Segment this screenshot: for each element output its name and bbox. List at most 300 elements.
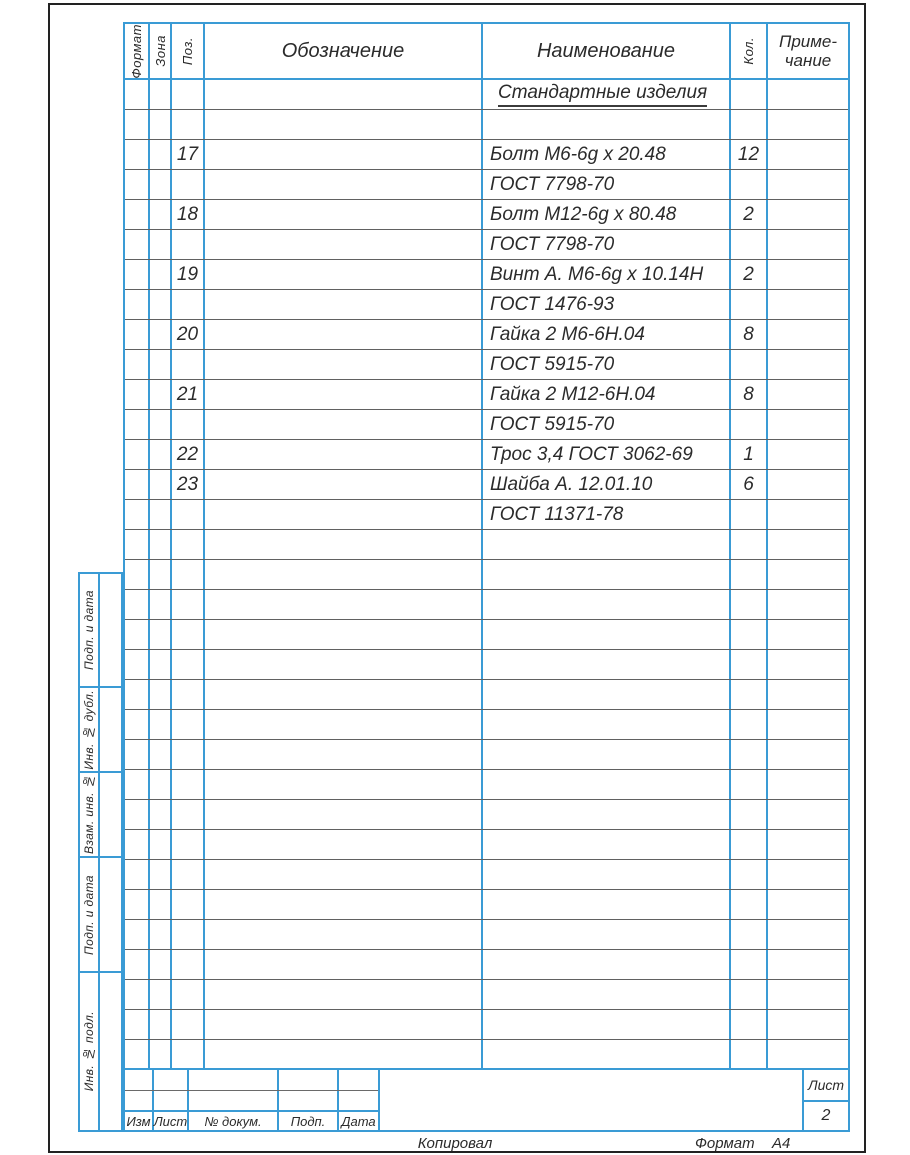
margin-blank-cell: [100, 688, 121, 771]
table-row: [125, 200, 848, 230]
cell-pos: [172, 500, 205, 529]
cell-desig: [205, 470, 483, 499]
cell-pos: [172, 800, 205, 829]
cell-qty: 8: [731, 320, 768, 349]
cell-name: [483, 590, 731, 619]
cell-fmt: [125, 530, 150, 559]
table-header-row: [125, 24, 848, 80]
cell-note: [768, 80, 848, 109]
cell-pos: [172, 1010, 205, 1039]
table-row: [125, 950, 848, 980]
table-row: [125, 410, 848, 440]
cell-desig: [205, 440, 483, 469]
cell-fmt: [125, 680, 150, 709]
cell-note: [768, 890, 848, 919]
cell-qty: [731, 530, 768, 559]
cell-name: [483, 740, 731, 769]
cell-pos: [172, 740, 205, 769]
cell-fmt: [125, 260, 150, 289]
cell-desig: [205, 770, 483, 799]
cell-zone: [150, 80, 172, 109]
cell-pos: [172, 890, 205, 919]
cell-qty: [731, 80, 768, 109]
table-row: [125, 350, 848, 380]
margin-label: Подп. и дата: [82, 590, 96, 670]
cell-note: [768, 620, 848, 649]
margin-box-inv-podl: [78, 971, 123, 1132]
margin-blank-cell: [100, 574, 121, 686]
cell-name: ГОСТ 11371-78: [483, 500, 731, 529]
header-quantity: [731, 24, 768, 78]
spec-table: [123, 22, 850, 1072]
cell-name: [483, 890, 731, 919]
cell-fmt: [125, 890, 150, 919]
cell-note: [768, 350, 848, 379]
title-block-gray-line: [125, 1090, 378, 1091]
cell-name: [483, 710, 731, 739]
cell-qty: [731, 740, 768, 769]
cell-zone: [150, 620, 172, 649]
cell-qty: [731, 560, 768, 589]
margin-box-label-cell: [80, 773, 100, 856]
cell-fmt: [125, 710, 150, 739]
margin-box-label-cell: [80, 574, 100, 686]
cell-qty: [731, 680, 768, 709]
table-body: [125, 80, 848, 1070]
cell-fmt: [125, 230, 150, 259]
table-row: [125, 80, 848, 110]
cell-zone: [150, 200, 172, 229]
cell-zone: [150, 770, 172, 799]
header-zone: [150, 24, 172, 78]
header-position-label: Поз.: [180, 36, 195, 66]
cell-zone: [150, 170, 172, 199]
table-row: [125, 800, 848, 830]
cell-note: [768, 170, 848, 199]
table-row: [125, 1040, 848, 1070]
table-row: [125, 770, 848, 800]
cell-fmt: [125, 560, 150, 589]
cell-fmt: [125, 200, 150, 229]
cell-fmt: [125, 860, 150, 889]
cell-desig: [205, 110, 483, 139]
cell-pos: 21: [172, 380, 205, 409]
cell-note: [768, 440, 848, 469]
cell-pos: [172, 980, 205, 1009]
cell-name: ГОСТ 7798-70: [483, 170, 731, 199]
cell-qty: [731, 1010, 768, 1039]
table-row: [125, 740, 848, 770]
cell-fmt: [125, 410, 150, 439]
cell-desig: [205, 800, 483, 829]
cell-qty: 2: [731, 200, 768, 229]
header-designation: [205, 24, 483, 78]
title-block: [123, 1068, 850, 1132]
table-row: [125, 230, 848, 260]
cell-desig: [205, 650, 483, 679]
cell-desig: [205, 560, 483, 589]
cell-name: [483, 770, 731, 799]
cell-pos: [172, 830, 205, 859]
cell-desig: [205, 710, 483, 739]
cell-note: [768, 920, 848, 949]
header-note-line2: чание: [784, 51, 832, 70]
cell-zone: [150, 740, 172, 769]
label-sign: Подп.: [290, 1113, 326, 1129]
cell-desig: [205, 260, 483, 289]
cell-qty: 1: [731, 440, 768, 469]
cell-desig: [205, 230, 483, 259]
table-row: [125, 500, 848, 530]
cell-qty: [731, 830, 768, 859]
margin-blank-cell: [100, 773, 121, 856]
cell-qty: [731, 770, 768, 799]
cell-zone: [150, 320, 172, 349]
cell-note: [768, 260, 848, 289]
cell-pos: [172, 710, 205, 739]
cell-note: [768, 500, 848, 529]
margin-box-podp-data-1: [78, 572, 123, 688]
cell-note: [768, 1010, 848, 1039]
header-name-label: Наименование: [536, 39, 676, 62]
cell-pos: [172, 530, 205, 559]
cell-pos: [172, 860, 205, 889]
cell-note: [768, 740, 848, 769]
cell-note: [768, 200, 848, 229]
cell-pos: [172, 1040, 205, 1070]
footer-copied: Копировал: [417, 1135, 493, 1152]
cell-pos: [172, 950, 205, 979]
cell-zone: [150, 350, 172, 379]
cell-name: [483, 1010, 731, 1039]
cell-qty: [731, 800, 768, 829]
cell-pos: 18: [172, 200, 205, 229]
cell-zone: [150, 890, 172, 919]
cell-desig: [205, 500, 483, 529]
cell-fmt: [125, 590, 150, 619]
cell-desig: [205, 1040, 483, 1070]
cell-qty: 12: [731, 140, 768, 169]
cell-name: [483, 950, 731, 979]
label-date: Дата: [341, 1113, 376, 1129]
margin-label: Взам. инв. №: [82, 774, 96, 855]
cell-fmt: [125, 500, 150, 529]
cell-pos: [172, 230, 205, 259]
cell-note: [768, 560, 848, 589]
cell-zone: [150, 1010, 172, 1039]
margin-box-label-cell: [80, 688, 100, 771]
cell-name: [483, 530, 731, 559]
table-row: [125, 320, 848, 350]
cell-qty: [731, 890, 768, 919]
cell-note: [768, 110, 848, 139]
cell-zone: [150, 230, 172, 259]
cell-fmt: [125, 350, 150, 379]
cell-note: [768, 860, 848, 889]
cell-note: [768, 650, 848, 679]
cell-note: [768, 320, 848, 349]
cell-zone: [150, 860, 172, 889]
cell-pos: [172, 350, 205, 379]
cell-desig: [205, 980, 483, 1009]
cell-desig: [205, 80, 483, 109]
cell-name: [483, 650, 731, 679]
cell-qty: [731, 650, 768, 679]
cell-fmt: [125, 800, 150, 829]
cell-zone: [150, 380, 172, 409]
cell-qty: [731, 500, 768, 529]
table-row: [125, 290, 848, 320]
cell-name: [483, 680, 731, 709]
cell-note: [768, 830, 848, 859]
table-row: [125, 470, 848, 500]
cell-name: ГОСТ 1476-93: [483, 290, 731, 319]
cell-zone: [150, 650, 172, 679]
cell-name: ГОСТ 5915-70: [483, 410, 731, 439]
header-quantity-label: Кол.: [741, 37, 756, 65]
cell-name: Гайка 2 М6-6Н.04: [483, 320, 731, 349]
cell-desig: [205, 320, 483, 349]
cell-name: Трос 3,4 ГОСТ 3062-69: [483, 440, 731, 469]
cell-qty: [731, 230, 768, 259]
cell-fmt: [125, 320, 150, 349]
margin-box-podp-data-2: [78, 856, 123, 973]
cell-zone: [150, 830, 172, 859]
cell-name: Болт М12-6g х 80.48: [483, 200, 731, 229]
header-note: [768, 24, 848, 78]
cell-pos: 23: [172, 470, 205, 499]
cell-name: ГОСТ 5915-70: [483, 350, 731, 379]
cell-desig: [205, 380, 483, 409]
margin-label: Подп. и дата: [82, 874, 96, 955]
cell-qty: [731, 170, 768, 199]
margin-box-inv-dubl: [78, 686, 123, 773]
cell-name: Винт А. М6-6g х 10.14Н: [483, 260, 731, 289]
cell-zone: [150, 410, 172, 439]
cell-zone: [150, 980, 172, 1009]
cell-zone: [150, 590, 172, 619]
cell-fmt: [125, 110, 150, 139]
table-row: [125, 530, 848, 560]
cell-qty: [731, 860, 768, 889]
margin-label: Инв. № дубл.: [82, 689, 96, 770]
cell-note: [768, 770, 848, 799]
cell-note: [768, 290, 848, 319]
cell-fmt: [125, 1040, 150, 1070]
title-block-divider: [378, 1070, 380, 1130]
cell-fmt: [125, 950, 150, 979]
cell-pos: [172, 920, 205, 949]
cell-note: [768, 680, 848, 709]
cell-zone: [150, 920, 172, 949]
table-row: [125, 1010, 848, 1040]
cell-name: Гайка 2 М12-6Н.04: [483, 380, 731, 409]
cell-desig: [205, 860, 483, 889]
header-format: [125, 24, 150, 78]
footer-format-label: Формат: [695, 1135, 755, 1152]
cell-qty: [731, 110, 768, 139]
cell-pos: [172, 290, 205, 319]
cell-pos: [172, 170, 205, 199]
cell-zone: [150, 1040, 172, 1070]
cell-desig: [205, 830, 483, 859]
table-row: [125, 440, 848, 470]
table-row: [125, 110, 848, 140]
table-row: [125, 260, 848, 290]
cell-pos: [172, 680, 205, 709]
cell-note: [768, 530, 848, 559]
cell-note: [768, 950, 848, 979]
margin-box-vzam-inv: [78, 771, 123, 858]
cell-qty: [731, 950, 768, 979]
cell-name: [483, 860, 731, 889]
cell-name: ГОСТ 7798-70: [483, 230, 731, 259]
cell-desig: [205, 890, 483, 919]
table-row: [125, 170, 848, 200]
cell-zone: [150, 110, 172, 139]
cell-name: [483, 110, 731, 139]
cell-zone: [150, 500, 172, 529]
cell-note: [768, 470, 848, 499]
cell-note: [768, 380, 848, 409]
left-margin-column: [78, 572, 123, 1132]
cell-desig: [205, 200, 483, 229]
cell-qty: [731, 710, 768, 739]
cell-pos: 22: [172, 440, 205, 469]
cell-name: [483, 830, 731, 859]
cell-pos: 17: [172, 140, 205, 169]
cell-qty: [731, 590, 768, 619]
header-note-line1: Приме-: [779, 32, 837, 51]
cell-pos: [172, 410, 205, 439]
cell-fmt: [125, 770, 150, 799]
label-doc: № докум.: [204, 1113, 262, 1129]
table-row: [125, 380, 848, 410]
header-zone-label: Зона: [152, 35, 168, 67]
cell-name: [483, 1040, 731, 1070]
cell-fmt: [125, 650, 150, 679]
cell-zone: [150, 290, 172, 319]
table-row: [125, 590, 848, 620]
cell-desig: [205, 290, 483, 319]
cell-fmt: [125, 80, 150, 109]
table-row: [125, 920, 848, 950]
cell-zone: [150, 950, 172, 979]
cell-zone: [150, 710, 172, 739]
cell-desig: [205, 170, 483, 199]
header-designation-label: Обозначение: [281, 39, 405, 62]
cell-note: [768, 980, 848, 1009]
cell-desig: [205, 950, 483, 979]
cell-qty: [731, 350, 768, 379]
cell-qty: [731, 1040, 768, 1070]
cell-note: [768, 800, 848, 829]
margin-label: Инв. № подл.: [82, 1011, 96, 1092]
table-row: [125, 620, 848, 650]
table-row: [125, 830, 848, 860]
cell-fmt: [125, 440, 150, 469]
cell-fmt: [125, 620, 150, 649]
cell-name: Болт М6-6g х 20.48: [483, 140, 731, 169]
cell-zone: [150, 440, 172, 469]
cell-pos: [172, 650, 205, 679]
margin-blank-cell: [100, 973, 121, 1130]
cell-qty: [731, 410, 768, 439]
table-row: [125, 710, 848, 740]
margin-blank-cell: [100, 858, 121, 971]
cell-fmt: [125, 470, 150, 499]
cell-desig: [205, 410, 483, 439]
cell-fmt: [125, 290, 150, 319]
table-row: [125, 140, 848, 170]
cell-pos: [172, 80, 205, 109]
cell-fmt: [125, 920, 150, 949]
cell-zone: [150, 260, 172, 289]
cell-fmt: [125, 170, 150, 199]
cell-note: [768, 1040, 848, 1070]
cell-name: [483, 620, 731, 649]
cell-qty: [731, 620, 768, 649]
cell-zone: [150, 470, 172, 499]
cell-desig: [205, 1010, 483, 1039]
cell-note: [768, 590, 848, 619]
cell-pos: [172, 110, 205, 139]
table-row: [125, 980, 848, 1010]
cell-fmt: [125, 740, 150, 769]
section-title: Стандартные изделия: [498, 82, 707, 107]
cell-name: Шайба А. 12.01.10: [483, 470, 731, 499]
cell-fmt: [125, 980, 150, 1009]
cell-pos: [172, 770, 205, 799]
cell-pos: [172, 620, 205, 649]
cell-fmt: [125, 830, 150, 859]
cell-zone: [150, 140, 172, 169]
label-list: Лист: [153, 1113, 188, 1129]
cell-name: [483, 800, 731, 829]
cell-note: [768, 140, 848, 169]
header-position: [172, 24, 205, 78]
header-name: [483, 24, 731, 78]
header-format-label: Формат: [129, 23, 144, 79]
cell-qty: [731, 290, 768, 319]
cell-qty: 8: [731, 380, 768, 409]
cell-desig: [205, 680, 483, 709]
margin-box-label-cell: [80, 973, 100, 1130]
cell-desig: [205, 140, 483, 169]
cell-fmt: [125, 1010, 150, 1039]
cell-name: [483, 560, 731, 589]
sheet-label: Лист: [807, 1077, 845, 1093]
cell-qty: 2: [731, 260, 768, 289]
cell-fmt: [125, 140, 150, 169]
cell-name: [483, 980, 731, 1009]
table-row: [125, 890, 848, 920]
footer-format-value: А4: [772, 1135, 791, 1152]
cell-desig: [205, 920, 483, 949]
table-row: [125, 860, 848, 890]
cell-name: [483, 920, 731, 949]
cell-pos: [172, 560, 205, 589]
cell-zone: [150, 800, 172, 829]
cell-desig: [205, 740, 483, 769]
cell-note: [768, 710, 848, 739]
cell-name: [483, 80, 731, 109]
cell-note: [768, 410, 848, 439]
cell-qty: [731, 920, 768, 949]
cell-pos: [172, 590, 205, 619]
cell-fmt: [125, 380, 150, 409]
cell-desig: [205, 530, 483, 559]
